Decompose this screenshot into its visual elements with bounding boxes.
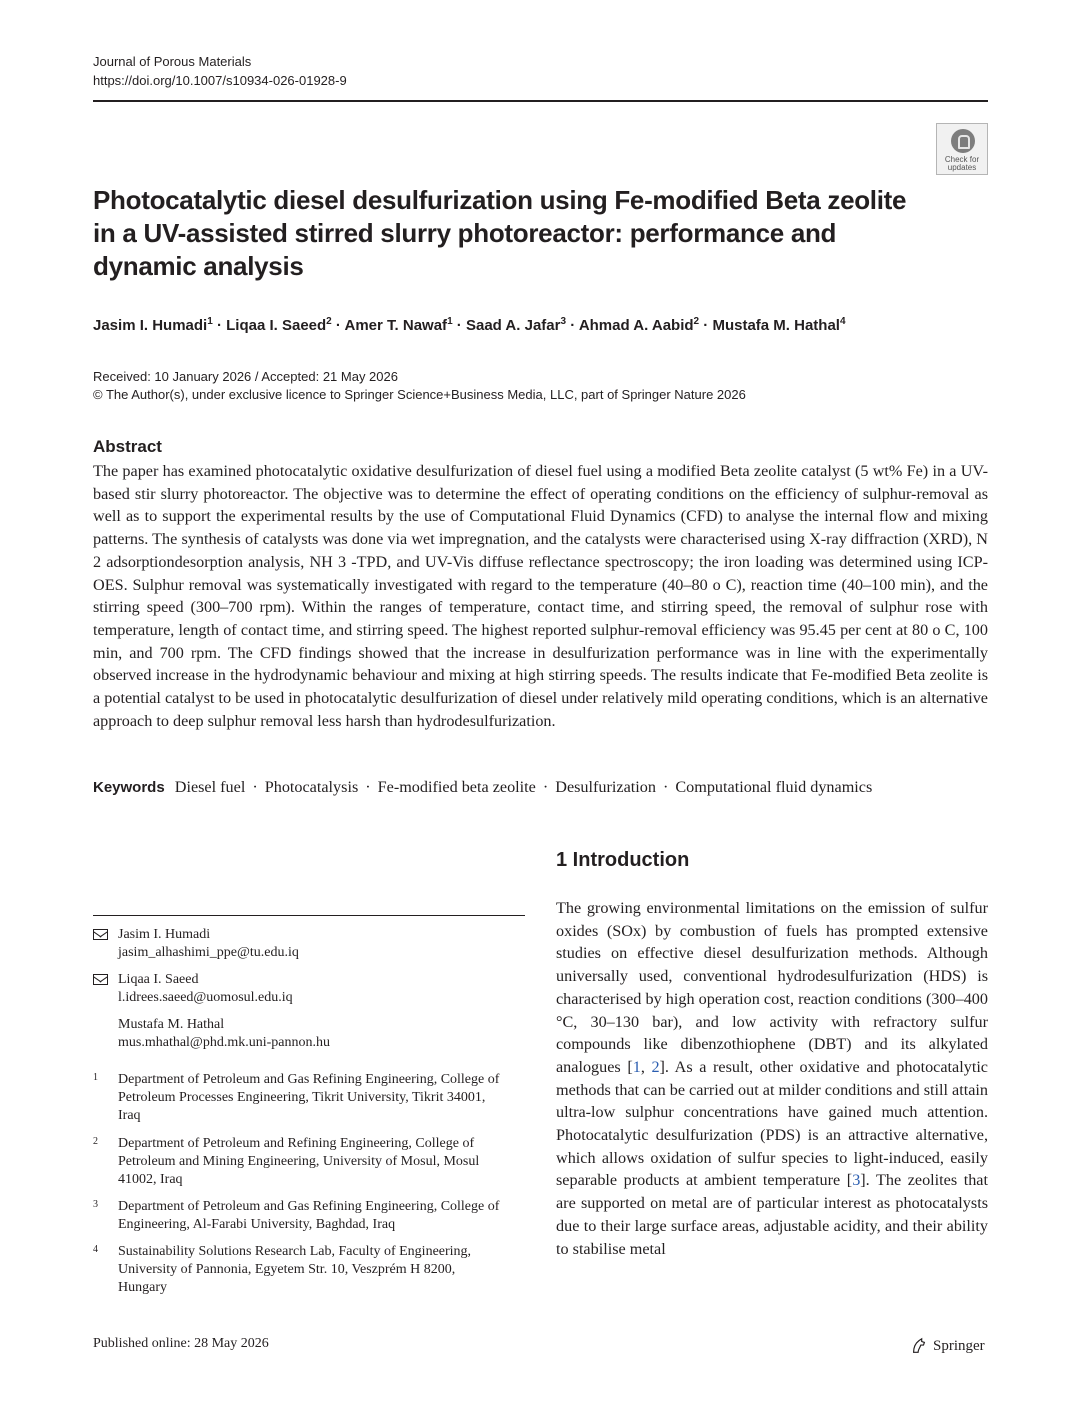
keyword[interactable]: Fe-modified beta zeolite	[377, 778, 536, 796]
corresponding-author	[93, 971, 293, 1007]
affiliation-text: Department of Petroleum and Gas Refining Engineering, College of Petroleum Processes Engineering, Tikrit University, Tikrit 34001, Iraq	[118, 1072, 500, 1123]
received-accepted: Received: 10 January 2026 / Accepted: 21 May 2026	[93, 369, 398, 384]
author-contact	[93, 1016, 330, 1052]
badge-line1: Check for	[944, 155, 980, 164]
author-list: Jasim I. Humadi$^1$ · Liqaa I. Saeed$^2$ · Amer T. Nawaf$^1$ · Saad A. Jafar$^3$ · Ahmad A. Aabid$^2$ · Mustafa M. Hathal$^4$	[93, 316, 846, 334]
envelope-icon	[93, 929, 108, 940]
keyword[interactable]: Desulfurization	[555, 778, 656, 796]
envelope-icon	[93, 974, 108, 985]
affiliation	[93, 1243, 503, 1297]
introduction-text: The growing environmental limitations on the emission of sulfur oxides (SOx) by combustion of fuels has prompted extensive studies on effective diesel desulfurization methods. Although universally used, conventional hydrodesulfurization (HDS) is characterised by high operation cost, reaction conditions (300–400 °C, 30–130 bar), and low activity with refractory sulfur compounds like dibenzothiophene (DBT) and its alkylated analogues [1, 2]. As a result, other oxidative and photocatalytic methods that can be carried out at milder conditions and still attain ultra-low sulphur concentrations have gained much attention. Photocatalytic desulfurization (PDS) is an attractive alternative, which allows oxidation of sulfur species to light-induced, easily separable products at ambient temperature [3]. The zeolites that are supported on metal are of particular interest as photocatalysts due to their large surface areas, adjustable acidity, and their ability to stabilise metal	[556, 899, 988, 1258]
affiliation-number: 4	[93, 1244, 98, 1255]
affiliation	[93, 1135, 503, 1189]
keyword[interactable]: Diesel fuel	[174, 778, 246, 796]
affiliation-number: 2	[93, 1136, 98, 1147]
affiliation	[93, 1071, 503, 1125]
publisher-name: Springer	[933, 1337, 985, 1354]
author[interactable]: Mustafa M. Hathal$^4$	[712, 316, 846, 334]
journal-header	[93, 52, 347, 90]
keyword[interactable]: Photocatalysis	[264, 778, 359, 796]
author[interactable]: Amer T. Nawaf$^1$	[344, 316, 453, 334]
affiliation-number: 3	[93, 1199, 98, 1210]
article-title: Photocatalytic diesel desulfurization using Fe-modified Beta zeolite in a UV-assisted stirred slurry photoreactor: performance and dynamic analysis	[93, 185, 907, 281]
footnote-rule	[93, 915, 525, 916]
contact-email[interactable]: l.idrees.saeed@uomosul.edu.iq	[118, 990, 293, 1005]
author[interactable]: Ahmad A. Aabid$^2$	[578, 316, 700, 334]
keywords: Keywords Diesel fuel · Photocatalysis · Fe-modified beta zeolite · Desulfurization · Computational fluid dynamics	[93, 778, 873, 796]
header-rule	[93, 100, 988, 102]
affiliation-text: Sustainability Solutions Research Lab, Faculty of Engineering, University of Pannonia, Egyetem Str. 10, Veszprém H 8200, Hungary	[118, 1244, 472, 1295]
citation-link[interactable]: 3	[852, 1171, 861, 1190]
author[interactable]: Liqaa I. Saeed$^2$	[226, 316, 332, 334]
affiliation-text: Department of Petroleum and Refining Engineering, College of Petroleum and Mining Engineering, University of Mosul, Mosul 41002, Iraq	[118, 1136, 480, 1187]
affiliation	[93, 1198, 503, 1234]
abstract-heading: Abstract	[93, 437, 162, 456]
copyright: © The Author(s), under exclusive licence to Springer Science+Business Media, LLC, part of Springer Nature 2026	[93, 387, 746, 402]
contact-name: Jasim I. Humadi	[118, 927, 211, 942]
keyword[interactable]: Computational fluid dynamics	[675, 778, 873, 796]
check-for-updates-badge[interactable]	[936, 123, 988, 175]
badge-line2: updates	[947, 163, 977, 172]
publisher-logo[interactable]	[910, 1337, 985, 1355]
contact-email[interactable]: mus.mhathal@phd.mk.uni-pannon.hu	[118, 1035, 330, 1050]
springer-horse-icon	[910, 1337, 928, 1355]
citation-link[interactable]: 2	[651, 1057, 660, 1076]
citation-link[interactable]: 1	[632, 1057, 641, 1076]
doi-link[interactable]: https://doi.org/10.1007/s10934-026-01928-9	[93, 73, 347, 88]
contact-name: Liqaa I. Saeed	[118, 972, 199, 987]
introduction-heading: 1 Introduction	[556, 849, 690, 871]
contact-name: Mustafa M. Hathal	[118, 1017, 225, 1032]
check-for-updates-icon	[951, 129, 975, 153]
published-online: Published online: 28 May 2026	[93, 1336, 269, 1351]
author[interactable]: Jasim I. Humadi$^1$	[93, 316, 213, 334]
corresponding-author	[93, 926, 299, 962]
journal-name: Journal of Porous Materials	[93, 54, 252, 69]
contact-email[interactable]: jasim_alhashimi_ppe@tu.edu.iq	[118, 945, 299, 960]
author[interactable]: Saad A. Jafar$^3$	[465, 316, 567, 334]
affiliation-text: Department of Petroleum and Gas Refining Engineering, College of Engineering, Al-Farabi University, Baghdad, Iraq	[118, 1199, 500, 1232]
affiliation-number: 1	[93, 1072, 98, 1083]
keywords-label: Keywords	[93, 779, 165, 796]
abstract-text: The paper has examined photocatalytic oxidative desulfurization of diesel fuel using a modified Beta zeolite catalyst (5 wt% Fe) in a UV-based stir slurry photoreactor. The objective was to determine the effect of operating conditions on the efficiency of sulphur-removal as well as to support the experimental results by the use of Computational Fluid Dynamics (CFD) to analyse the internal flow and mixing patterns. The synthesis of catalysts was done via wet impregnation, and the catalysts were characterised using X-ray diffraction (XRD), N 2 adsorptiondesorption analysis, NH 3 -TPD, and UV-Vis diffuse reflectance spectroscopy; the iron loading was determined using ICP-OES. Sulphur removal was systematically investigated with regard to the temperature (40–80 o C), reaction time (40–100 min), and the stirring speed (300–700 rpm). Within the ranges of temperature, contact time, and stirring speed, the removal of sulphur rose with temperature, length of contact time, and stirring speed. The highest reported sulphur-removal efficiency was 95.45 per cent at 80 o C, 100 min, and 700 rpm. The CFD findings showed that the increase in desulfurization performance was in line with the experimentally observed increase in the hydrodynamic behaviour and mixing at high stirring speeds. The results indicate that Fe-modified Beta zeolite is a potential catalyst to be used in photocatalytic desulfurization of diesel under relatively mild operating conditions, which is an alternative approach to deep sulphur removal less harsh than hydrodesulfurization.	[93, 462, 988, 730]
article-dates	[93, 368, 746, 404]
